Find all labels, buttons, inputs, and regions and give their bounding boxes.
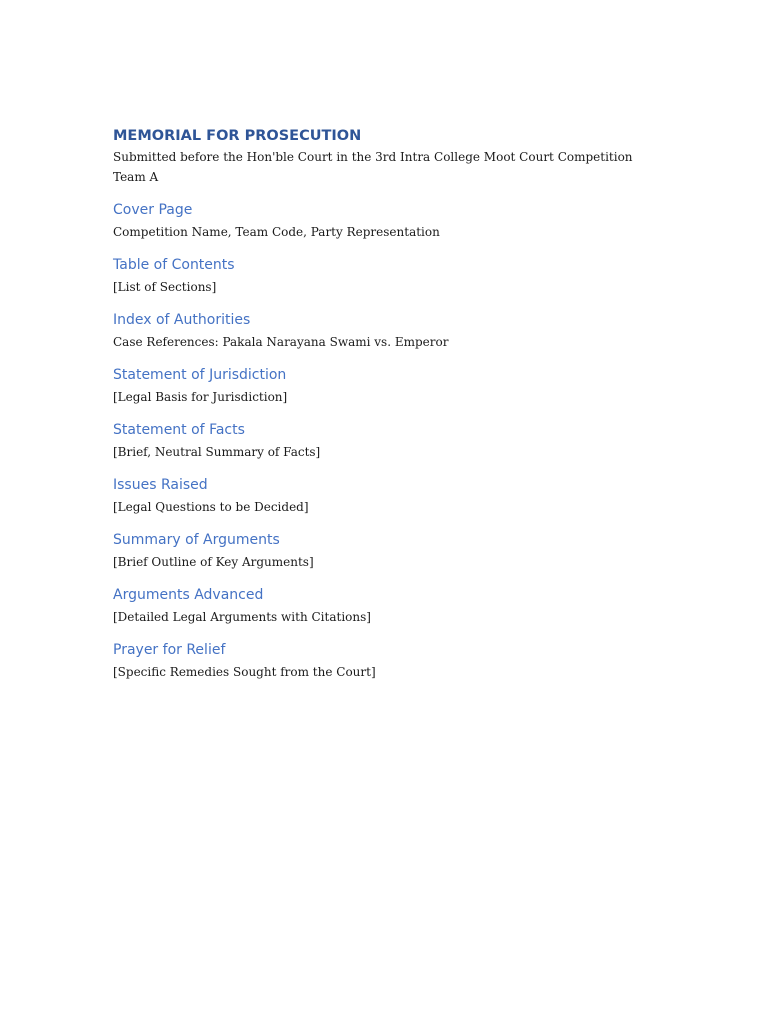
section-heading: Table of Contents	[113, 257, 235, 273]
section-heading: Statement of Jurisdiction	[113, 367, 287, 383]
section-issues-raised	[113, 475, 713, 517]
section-arguments-advanced	[113, 585, 713, 627]
document-intro	[113, 147, 713, 187]
section-heading: Summary of Arguments	[113, 532, 280, 548]
section-body: [Specific Remedies Sought from the Court]	[113, 665, 376, 679]
section-heading: Cover Page	[113, 202, 193, 218]
document-title: MEMORIAL FOR PROSECUTION	[113, 128, 362, 144]
section-body: [List of Sections]	[113, 280, 217, 294]
section-index-of-authorities	[113, 310, 713, 352]
section-body: [Legal Questions to be Decided]	[113, 500, 309, 514]
section-prayer-for-relief	[113, 640, 713, 682]
section-body: [Brief, Neutral Summary of Facts]	[113, 445, 321, 459]
section-heading: Statement of Facts	[113, 422, 245, 438]
section-body: [Legal Basis for Jurisdiction]	[113, 390, 288, 404]
section-body: Competition Name, Team Code, Party Representation	[113, 225, 440, 239]
section-statement-of-jurisdiction	[113, 365, 713, 407]
section-cover-page	[113, 200, 713, 242]
document-page	[113, 126, 713, 682]
section-heading: Index of Authorities	[113, 312, 251, 328]
section-heading: Arguments Advanced	[113, 587, 264, 603]
section-body: [Detailed Legal Arguments with Citations]	[113, 610, 371, 624]
section-heading: Issues Raised	[113, 477, 208, 493]
team-line: Team A	[113, 170, 159, 184]
submission-line: Submitted before the Hon'ble Court in the 3rd Intra College Moot Court Competition	[113, 150, 633, 164]
section-body: [Brief Outline of Key Arguments]	[113, 555, 314, 569]
section-table-of-contents	[113, 255, 713, 297]
section-summary-of-arguments	[113, 530, 713, 572]
section-heading: Prayer for Relief	[113, 642, 226, 658]
section-statement-of-facts	[113, 420, 713, 462]
section-body: Case References: Pakala Narayana Swami vs. Emperor	[113, 335, 449, 349]
